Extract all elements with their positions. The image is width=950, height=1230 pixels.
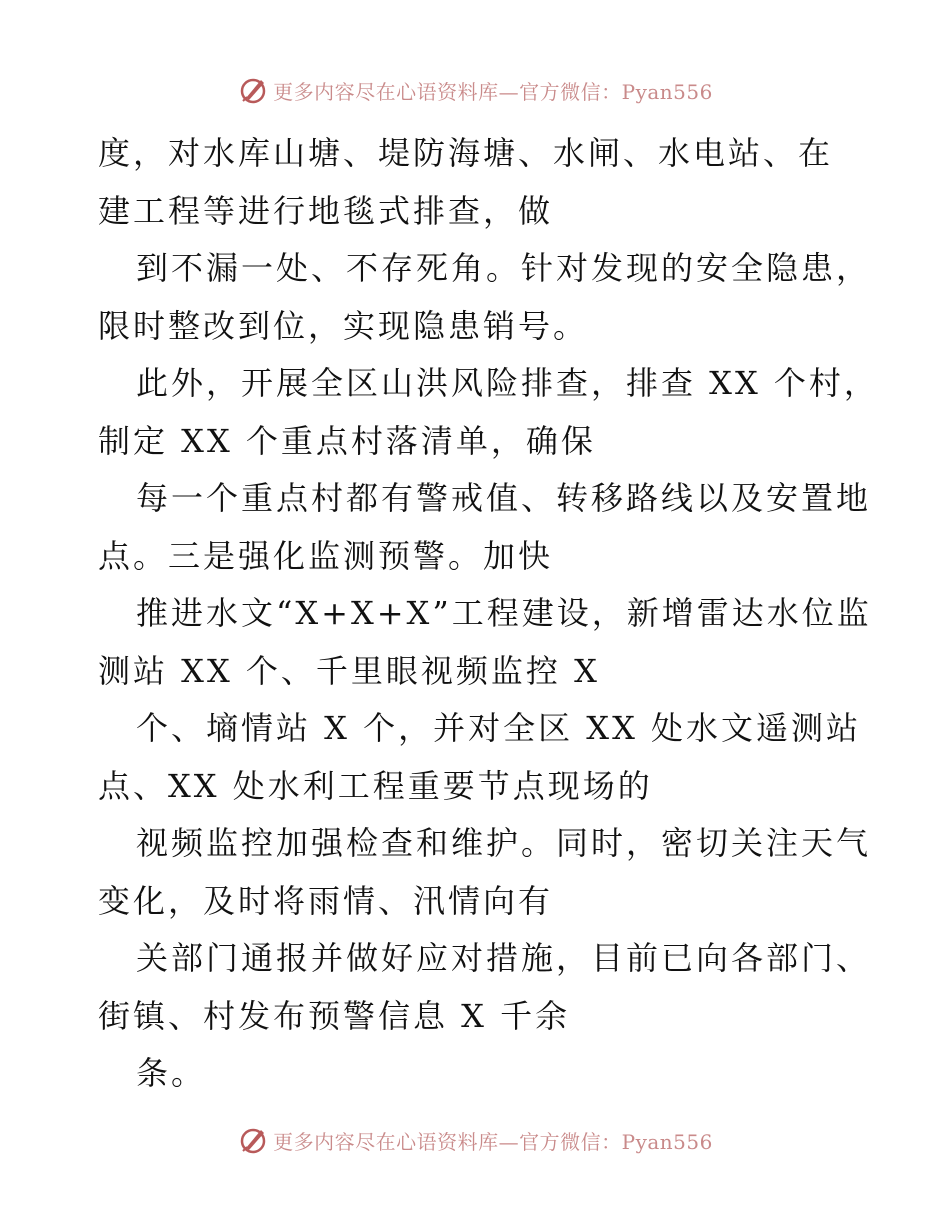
text-line: 条。: [136, 1054, 207, 1092]
document-body: [98, 125, 879, 1103]
text-line: 街镇、村发布预警信息 X 千余: [98, 996, 571, 1035]
header-watermark: [0, 70, 950, 110]
text-line: 变化，及时将雨情、汛情向有: [98, 881, 554, 920]
text-line: 每一个重点村都有警戒值、转移路线以及安置地: [136, 479, 872, 517]
watermark-text: 更多内容尽在心语资料库—官方微信：Pyan556: [273, 79, 713, 104]
footer-watermark: [0, 1120, 950, 1160]
text-line: 建工程等进行地毯式排查，做: [98, 191, 554, 230]
text-line: 个、墒情站 X 个，并对全区 XX 处水文遥测站: [136, 709, 862, 747]
quill-logo-icon: [237, 74, 269, 106]
text-line: 点。三是强化监测预警。加快: [98, 536, 554, 575]
watermark-text: 更多内容尽在心语资料库—官方微信：Pyan556: [273, 1129, 713, 1154]
text-line: 测站 XX 个、千里眼视频监控 X: [98, 651, 600, 690]
text-line: 度，对水库山塘、堤防海塘、水闸、水电站、在: [98, 134, 834, 172]
text-line: 推进水文“X+X+X”工程建设，新增雷达水位监: [136, 594, 872, 632]
text-line: 此外，开展全区山洪风险排查，排查 XX 个村，: [136, 364, 879, 402]
text-line: 制定 XX 个重点村落清单，确保: [98, 421, 596, 460]
text-line: 视频监控加强检查和维护。同时，密切关注天气: [136, 824, 872, 862]
text-line: 限时整改到位，实现隐患销号。: [98, 306, 589, 345]
quill-logo-icon: [237, 1124, 269, 1156]
text-line: 关部门通报并做好应对措施，目前已向各部门、: [136, 939, 872, 977]
text-line: 点、XX 处水利工程重要节点现场的: [98, 766, 653, 805]
text-line: 到不漏一处、不存死角。针对发现的安全隐患，: [136, 249, 872, 287]
